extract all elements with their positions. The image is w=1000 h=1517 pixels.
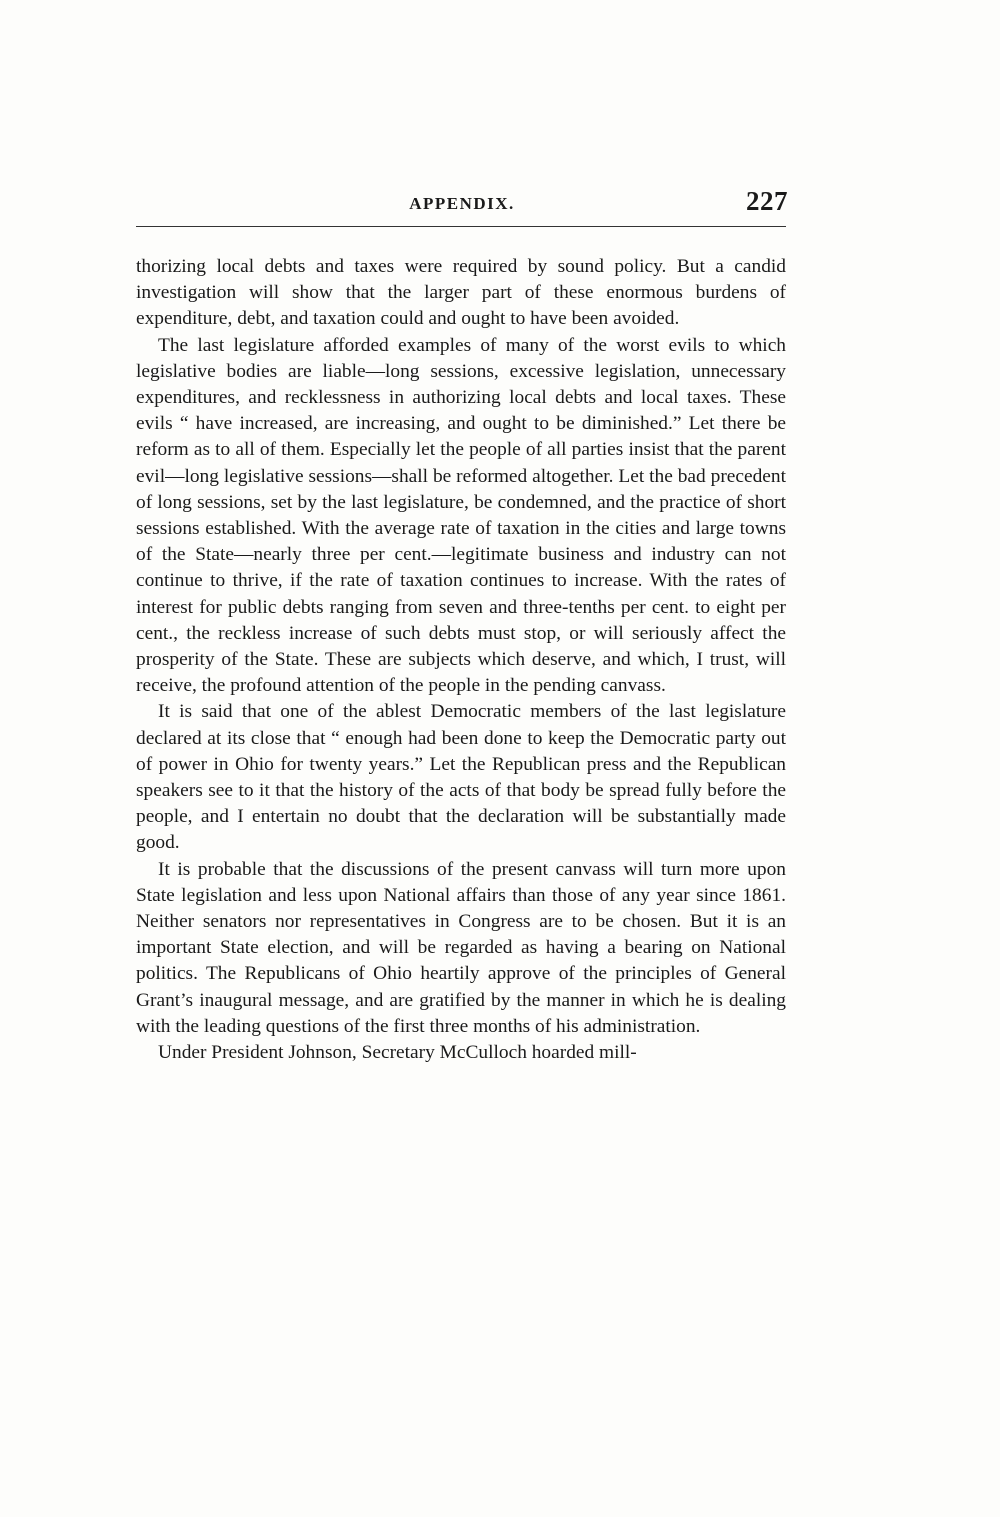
paragraph: It is probable that the discussions of the present canvass will turn more upon State legislation and less upon National affairs than those of any year since 1861. Neither senators nor representatives in Congress are to be chosen. But it is an important State election, and will be regarded as having a bearing on National politics. The Republicans of Ohio heartily approve of the principles of General Grant’s inaugural message, and are gratified by the manner in which he is dealing with the leading questions of the first three months of his administration. [136, 858, 786, 1037]
running-head [136, 186, 788, 220]
paragraph-continued: thorizing local debts and taxes were required by sound policy. But a candid investigation will show that the larger part of these enormous burdens of expenditure, debt, and taxation could and ought to have been avoided. [136, 256, 786, 330]
page-number: 227 [746, 186, 788, 216]
paragraph: It is said that one of the ablest Democratic members of the last legislature declared at its close that “ enough had been done to keep the Democratic party out of power in Ohio for twenty years.” Let the Republican press and the Republican speakers see to it that the history of the acts of that body be spread fully before the people, and I entertain no doubt that the declaration will be substantially made good. [136, 701, 786, 854]
paragraph: The last legislature afforded examples of many of the worst evils to which legislative bodies are liable—long sessions, excessive legislation, unnecessary expenditures, and recklessness in authorizing local debts and local taxes. These evils “ have increased, are increasing, and ought to be diminished.” Let there be reform as to all of them. Especially let the people of all parties insist that the parent evil—long legislative sessions—shall be reformed altogether. Let the bad precedent of long sessions, set by the last legislature, be condemned, and the practice of short sessions established. With the average rate of taxation in the cities and large towns of the State—nearly three per cent.—legitimate business and industry can not continue to thrive, if the rate of taxation continues to increase. With the rates of interest for public debts ranging from seven and three-tenths per cent. to eight per cent., the reckless increase of such debts must stop, or will seriously affect the prosperity of the State. These are subjects which deserve, and which, I trust, will receive, the profound attention of the people in the pending canvass. [136, 334, 786, 697]
paragraph: Under President Johnson, Secretary McCulloch hoarded mill- [158, 1042, 637, 1064]
running-head-title: APPENDIX. [409, 194, 515, 213]
body-text [136, 254, 786, 1066]
header-rule [136, 226, 786, 227]
